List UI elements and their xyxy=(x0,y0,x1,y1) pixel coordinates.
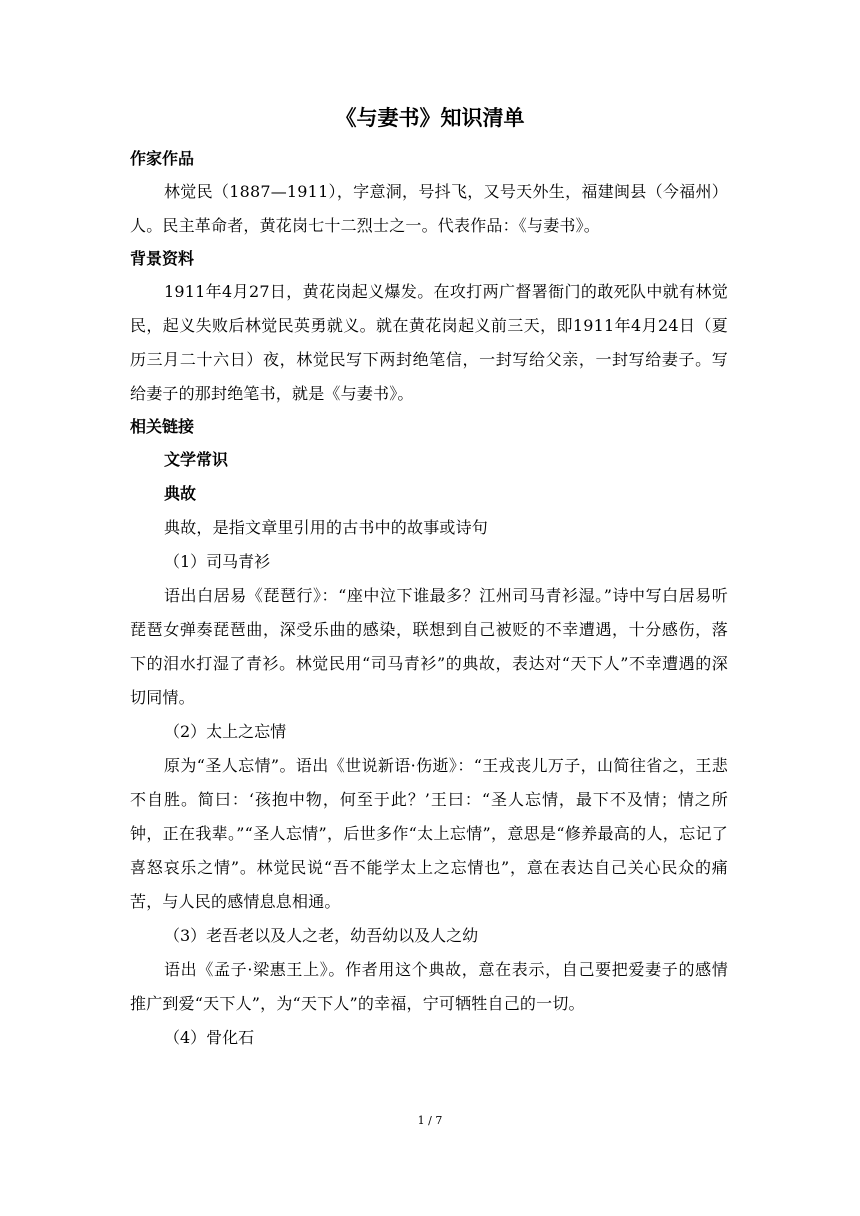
allusion-label-4: （4）骨化石 xyxy=(164,1028,255,1047)
document-body xyxy=(130,143,728,1055)
allusion-text-1: 语出白居易《琵琶行》：“座中泣下谁最多？江州司马青衫湿。”诗中写白居易听琵琶女弹奏琵琶曲，深受乐曲的感染，联想到自己被贬的不幸遭遇，十分感伤，落下的泪水打湿了青衫。林觉民用“司马青衫”的典故，表达对“天下人”不幸遭遇的深切同情。 xyxy=(130,586,728,707)
subheading-literary-knowledge: 文学常识 xyxy=(164,450,229,469)
section-heading-links: 相关链接 xyxy=(130,417,195,436)
background-paragraph: 1911年4月27日，黄花岗起义爆发。在攻打两广督署衙门的敢死队中就有林觉民，起义失败后林觉民英勇就义。就在黄花岗起义前三天，即1911年4月24日（夏历三月二十六日）夜，林觉民写下两封绝笔信，一封写给父亲，一封写给妻子。写给妻子的那封绝笔书，就是《与妻书》。 xyxy=(130,282,728,403)
page-number: 1 / 7 xyxy=(417,1114,443,1127)
subheading-allusion: 典故 xyxy=(164,484,197,503)
allusion-text-2: 原为“圣人忘情”。语出《世说新语·伤逝》：“王戎丧儿万子，山简往省之，王悲不自胜。简曰：‘孩抱中物，何至于此？’王曰：“圣人忘情，最下不及情；情之所钟，正在我辈。”“圣人忘情”，后世多作“太上忘情”，意思是“修养最高的人，忘记了喜怒哀乐之情”。林觉民说“吾不能学太上之忘情也”，意在表达自己关心民众的痛苦，与人民的感情息息相通。 xyxy=(130,756,728,911)
section-heading-background: 背景资料 xyxy=(130,249,195,268)
allusion-label-2: （2）太上之忘情 xyxy=(164,722,287,741)
allusion-text-3: 语出《孟子·梁惠王上》。作者用这个典故，意在表示，自己要把爱妻子的感情推广到爱“天下人”，为“天下人”的幸福，宁可牺牲自己的一切。 xyxy=(130,960,728,1013)
allusion-label-1: （1）司马青衫 xyxy=(164,552,271,571)
author-paragraph: 林觉民（1887—1911），字意洞，号抖飞，又号天外生，福建闽县（今福州）人。民主革命者，黄花岗七十二烈士之一。代表作品：《与妻书》。 xyxy=(130,182,728,235)
allusion-intro: 典故，是指文章里引用的古书中的故事或诗句 xyxy=(164,518,489,537)
allusion-label-3: （3）老吾老以及人之老，幼吾幼以及人之幼 xyxy=(164,926,479,945)
page-title: 《与妻书》知识清单 xyxy=(335,106,525,130)
section-heading-author: 作家作品 xyxy=(130,149,195,168)
